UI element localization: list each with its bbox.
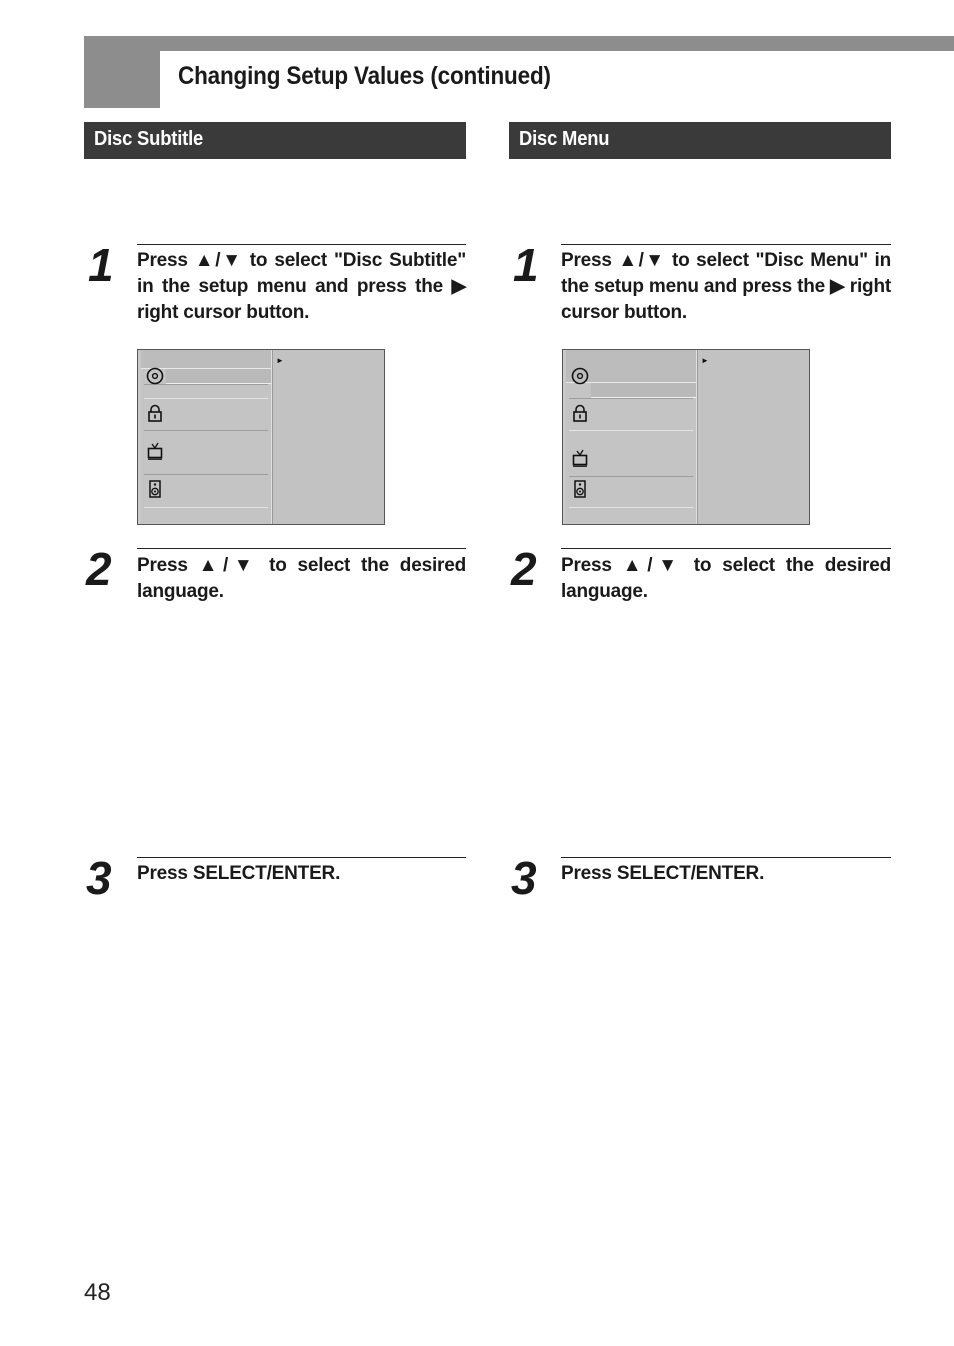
lock-icon	[571, 404, 589, 422]
menu-row-selected	[166, 369, 271, 384]
step-text: Press ▲/▼ to select "Disc Subtitle" in the setup menu and press the ▶ right cursor button.	[137, 250, 466, 323]
menu-separator	[144, 430, 268, 431]
right-arrow-icon: ►	[701, 356, 709, 365]
setup-menu-screen	[137, 349, 385, 525]
menu-row-selected	[591, 383, 696, 398]
step-number: 2	[511, 543, 537, 595]
step-rule	[137, 548, 466, 549]
menu-separator	[144, 474, 268, 475]
menu-options-panel	[272, 350, 384, 524]
step-number: 3	[86, 852, 112, 904]
step-text: Press ▲/▼ to select the desired language.	[561, 555, 891, 602]
menu-separator	[569, 476, 693, 477]
section-heading-label: Disc Menu	[519, 128, 610, 150]
speaker-icon	[571, 480, 589, 498]
header-bar	[84, 36, 954, 51]
menu-separator	[569, 430, 693, 431]
disc-icon	[146, 367, 164, 385]
step-rule	[561, 857, 891, 858]
section-heading-disc-menu	[509, 122, 891, 159]
step-text: Press ▲/▼ to select "Disc Menu" in the setup menu and press the ▶ right cursor button.	[561, 250, 891, 323]
setup-menu-screen	[562, 349, 810, 525]
section-heading-label: Disc Subtitle	[94, 128, 204, 150]
step-text: Press SELECT/ENTER.	[561, 863, 765, 884]
menu-options-panel	[697, 350, 809, 524]
section-heading-disc-subtitle	[84, 122, 466, 159]
menu-separator	[144, 398, 268, 399]
menu-separator	[569, 398, 693, 399]
step-number: 1	[88, 239, 114, 291]
speaker-icon	[146, 480, 164, 498]
step-text: Press ▲/▼ to select the desired language.	[137, 555, 466, 602]
page-title: Changing Setup Values (continued)	[178, 62, 551, 90]
step-rule	[137, 244, 466, 245]
tv-icon	[571, 449, 589, 467]
menu-separator	[569, 507, 693, 508]
right-arrow-icon: ►	[276, 356, 284, 365]
disc-icon	[571, 367, 589, 385]
step-number: 2	[86, 543, 112, 595]
menu-separator	[144, 507, 268, 508]
lock-icon	[146, 404, 164, 422]
step-rule	[561, 548, 891, 549]
step-rule	[561, 244, 891, 245]
header-tab-curve	[160, 51, 180, 108]
tv-icon	[146, 442, 164, 460]
step-text: Press SELECT/ENTER.	[137, 863, 341, 884]
step-number: 1	[513, 239, 539, 291]
step-rule	[137, 857, 466, 858]
step-number: 3	[511, 852, 537, 904]
header-tab	[84, 36, 160, 108]
page-number: 48	[84, 1279, 111, 1306]
